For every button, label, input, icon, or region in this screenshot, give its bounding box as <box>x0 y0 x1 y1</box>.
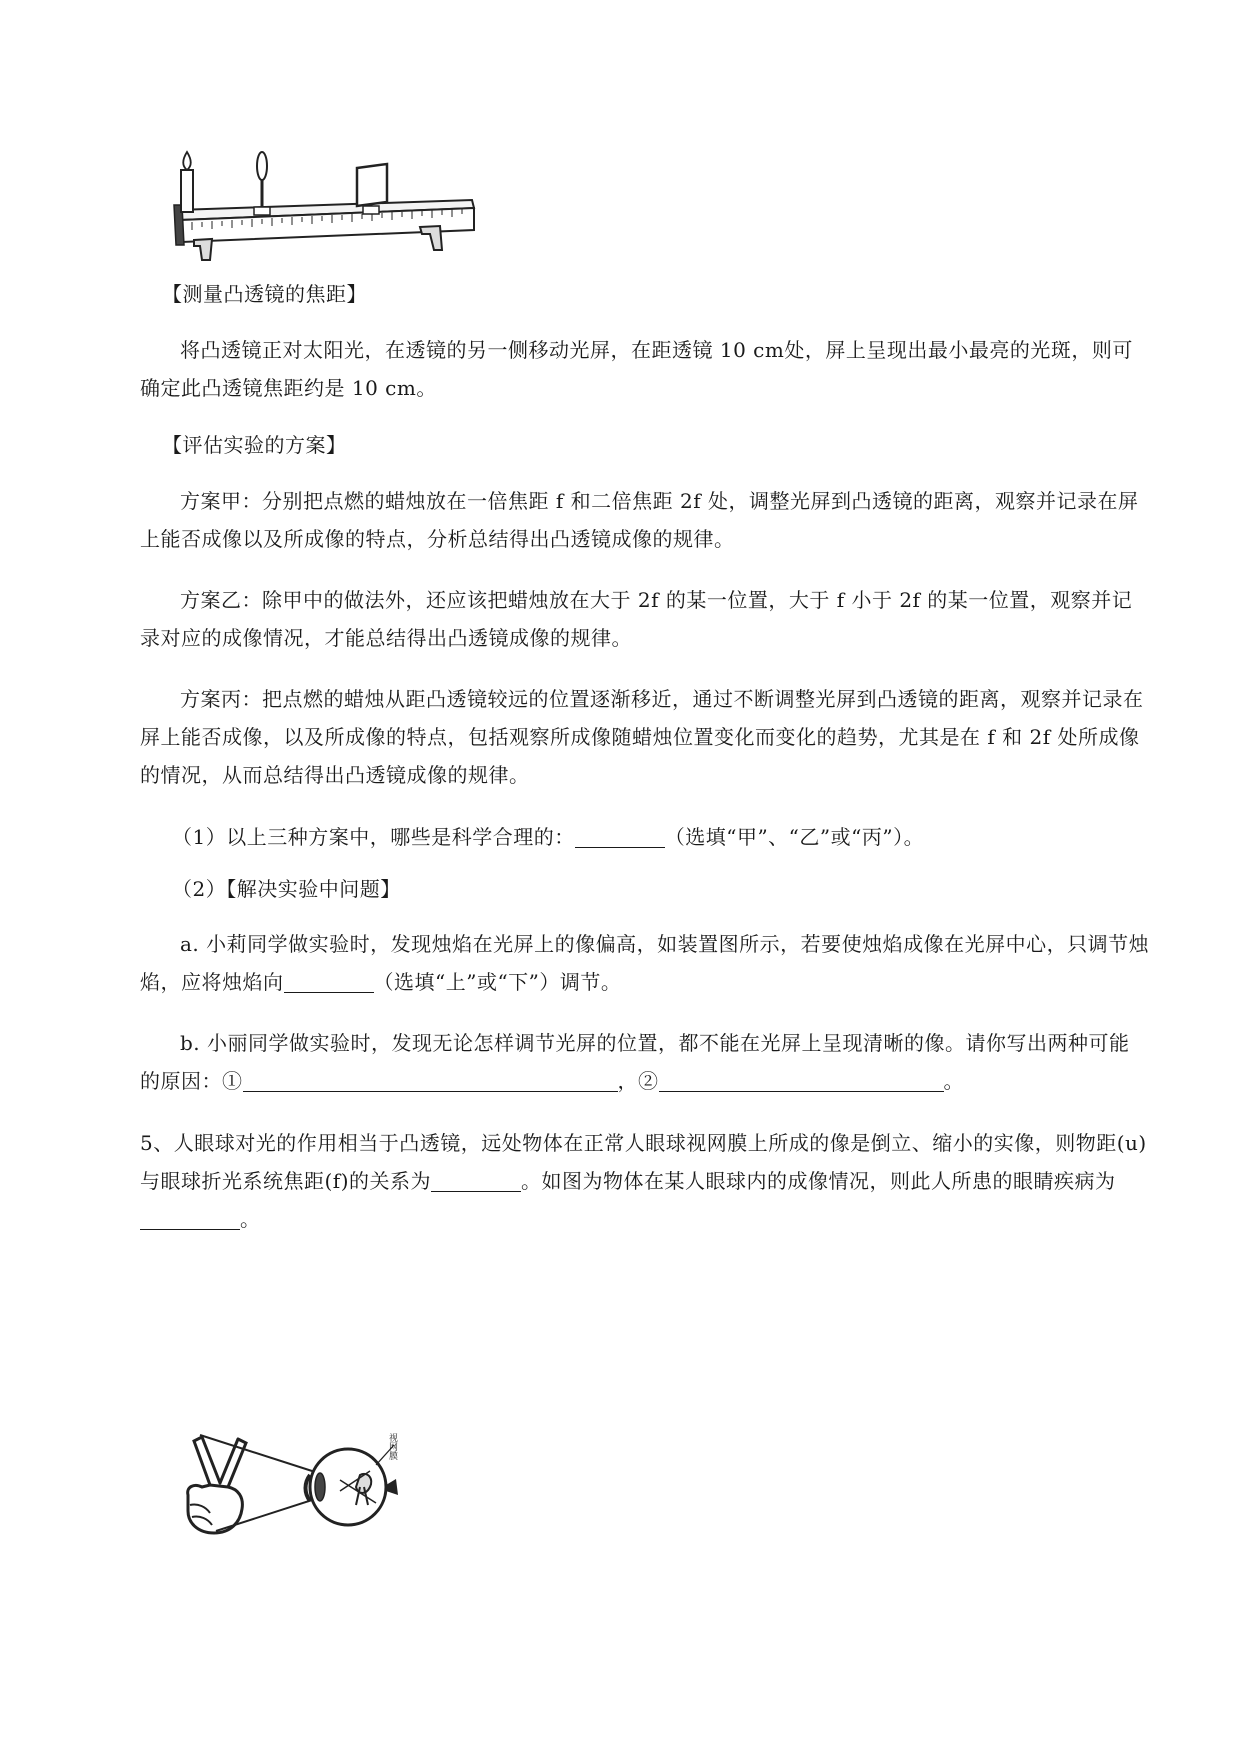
question-1-suffix: （选填“甲”、“乙”或“丙”）。 <box>664 825 925 849</box>
question-1-prefix: （1）以上三种方案中，哪些是科学合理的： <box>172 825 575 849</box>
retina-label: 视网膜 <box>387 1433 397 1460</box>
question-a-suffix: （选填“上”或“下”）调节。 <box>373 970 622 994</box>
plan-b-text: 方案乙：除甲中的做法外，还应该把蜡烛放在大于 2f 的某一位置，大于 f 小于 2f 的某一位置，观察并记录对应的成像情况，才能总结得出凸透镜成像的规律。 <box>140 588 1133 650</box>
plan-a-text: 方案甲：分别把点燃的蜡烛放在一倍焦距 f 和二倍焦距 2f 处，调整光屏到凸透镜的距离，观察并记录在屏上能否成像以及所成像的特点，分析总结得出凸透镜成像的规律。 <box>140 489 1139 551</box>
question-5-answer-blank-2[interactable] <box>140 1207 240 1230</box>
question-a-answer-blank[interactable] <box>284 970 374 993</box>
question-a <box>140 925 1150 1001</box>
question-b <box>140 1024 1150 1100</box>
question-5-answer-blank-1[interactable] <box>431 1169 521 1192</box>
question-5-suffix: 。 <box>240 1207 261 1231</box>
question-5-middle: 。如图为物体在某人眼球内的成像情况，则此人所患的眼睛疾病为 <box>521 1169 1116 1193</box>
evaluation-heading: 【评估实验的方案】 <box>162 433 347 457</box>
question-1-answer-blank[interactable] <box>575 825 665 848</box>
question-b-answer-blank-2[interactable] <box>659 1069 944 1092</box>
focal-length-heading: 【测量凸透镜的焦距】 <box>162 282 367 306</box>
question-2-heading: （2）【解决实验中问题】 <box>172 877 401 901</box>
question-1 <box>172 822 924 852</box>
optical-bench-figure <box>172 150 482 290</box>
question-5 <box>140 1124 1150 1238</box>
plan-c-text: 方案丙：把点燃的蜡烛从距凸透镜较远的位置逐渐移近，通过不断调整光屏到凸透镜的距离，观察并记录在屏上能否成像，以及所成像的特点，包括观察所成像随蜡烛位置变化而变化的趋势，尤其是在 f 和 2f 处所成像的情况，从而总结得出凸透镜成像的规律。 <box>140 687 1144 787</box>
eye-imaging-figure <box>180 1425 430 1545</box>
focal-length-text: 将凸透镜正对太阳光，在透镜的另一侧移动光屏，在距透镜 10 cm处，屏上呈现出最小最亮的光斑，则可确定此凸透镜焦距约是 10 cm。 <box>140 338 1133 400</box>
question-5-prefix: 5、人眼球对光的作用相当于凸透镜，远处物体在正常人眼球视网膜上所成的像是倒立、缩小的实像，则物距(u)与眼球折光系统焦距(f)的关系为 <box>140 1131 1147 1193</box>
question-a-prefix: a. 小莉同学做实验时，发现烛焰在光屏上的像偏高，如装置图所示，若要使烛焰成像在光屏中心，只调节烛焰，应将烛焰向 <box>140 932 1150 994</box>
question-b-answer-blank-1[interactable] <box>243 1069 618 1092</box>
question-b-suffix: 。 <box>943 1069 964 1093</box>
question-b-middle: ，② <box>617 1069 659 1093</box>
question-b-prefix: b. 小丽同学做实验时，发现无论怎样调节光屏的位置，都不能在光屏上呈现清晰的像。请你写出两种可能的原因：① <box>140 1031 1130 1093</box>
